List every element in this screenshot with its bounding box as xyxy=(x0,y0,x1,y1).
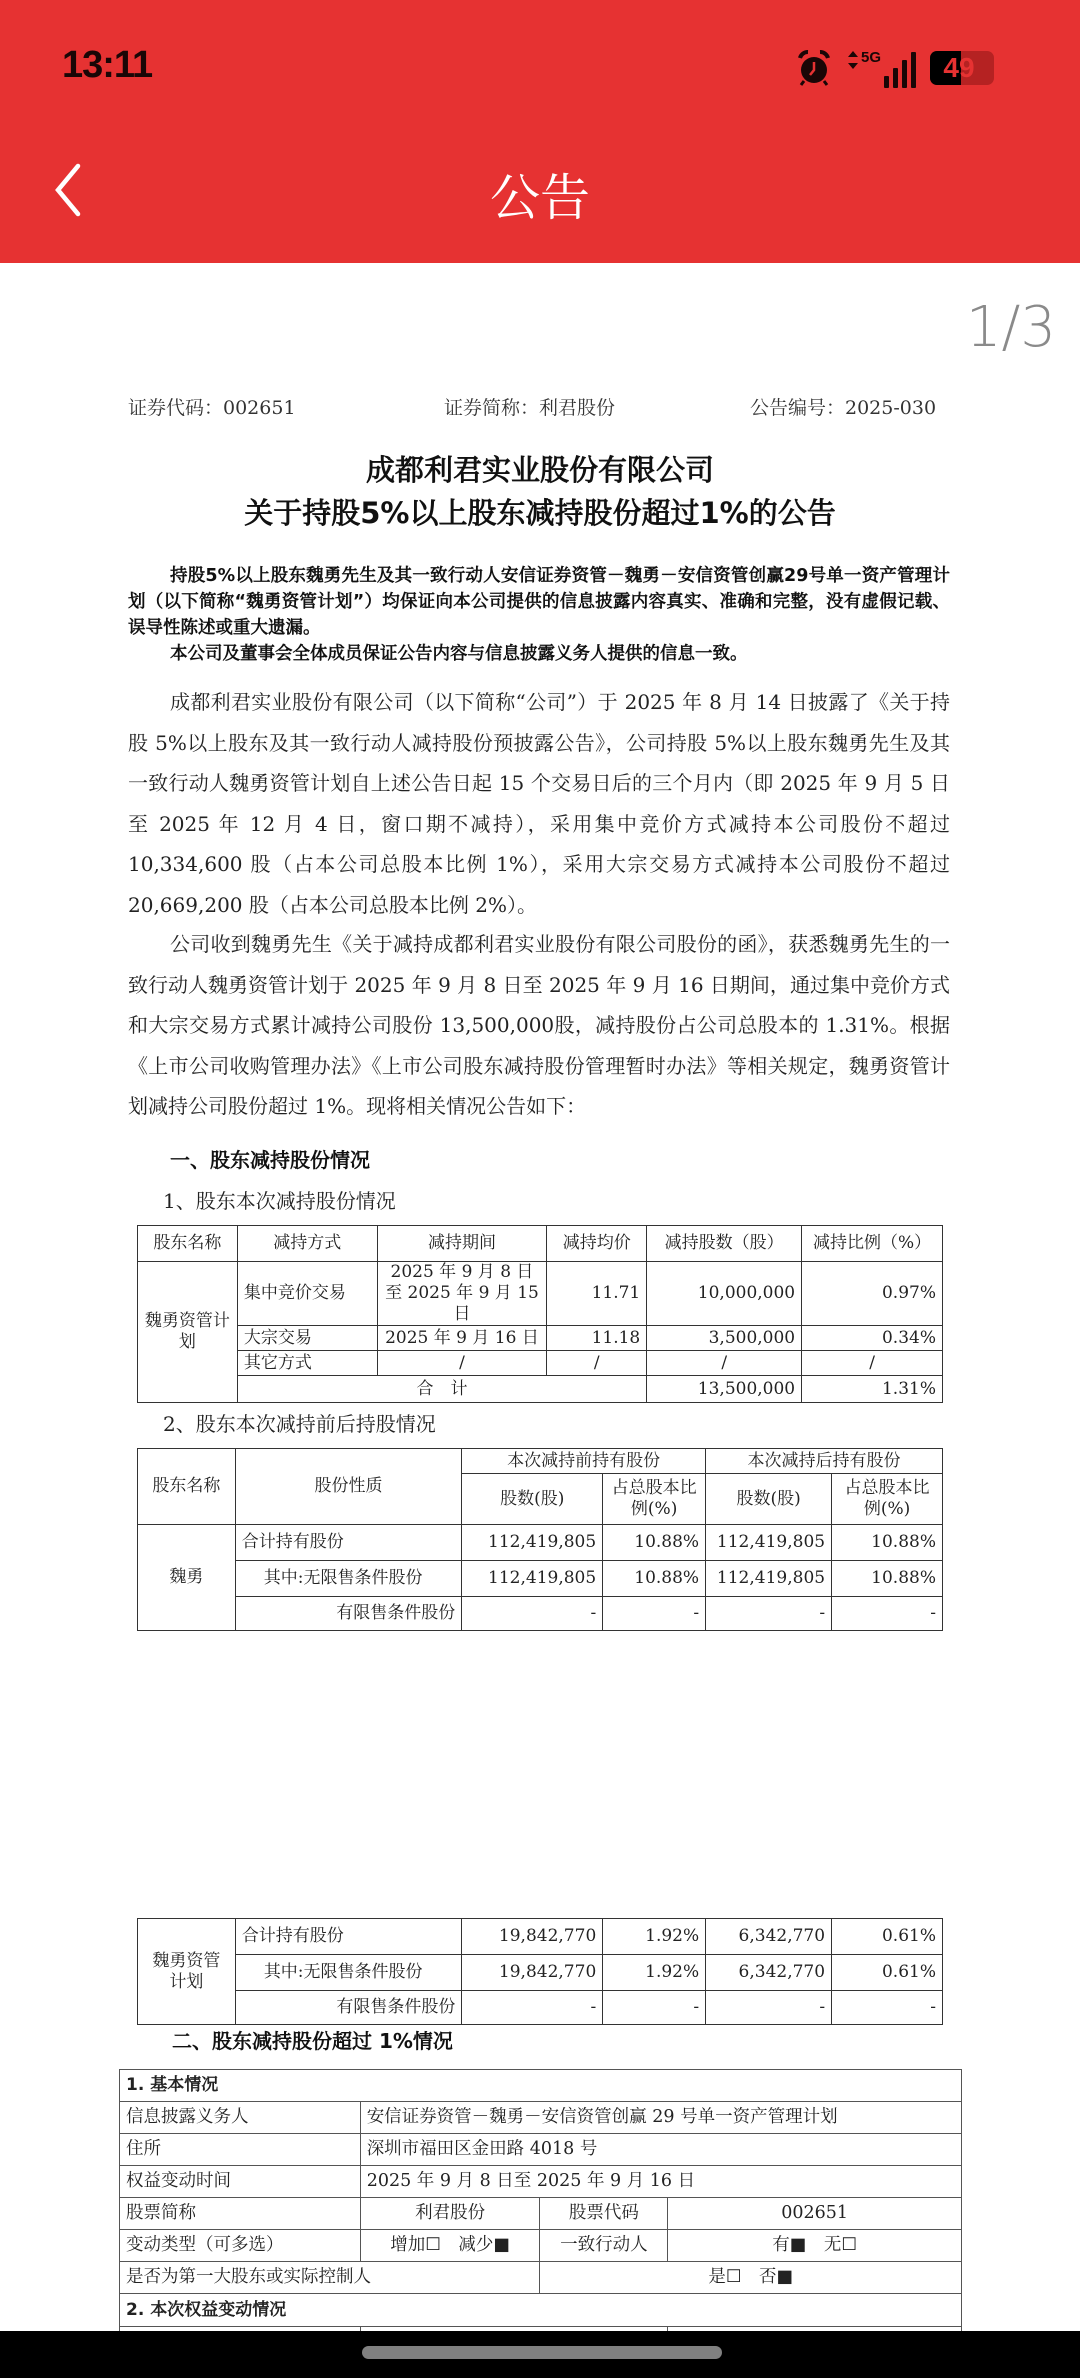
nature-cell: 有限售条件股份 xyxy=(235,1597,461,1631)
equity-change-table xyxy=(119,2069,962,2347)
security-code: 证券代码：002651 xyxy=(128,397,296,419)
paragraph-1: 成都利君实业股份有限公司（以下简称“公司”）于 2025 年 8 月 14 日披露了《关于持股 5%以上股东及其一致行动人减持股份预披露公告》，公司持股 5%以上股东魏勇先生及其一致行动人魏勇资管计划自上述公告日起 15 个交易日后的三个月内（即 2025 年 9 月 5 日至 2025 年 12 月 4 日，窗口期不减持），采用集中竞价方式减持本公司股份不超过 10,334,600 股（占本公司总股本比例 1%），采用大宗交易方式减持本公司股份不超过 20,669,200 股（占本公司总股本比例 2%）。 xyxy=(128,690,950,917)
battery-icon xyxy=(930,51,994,85)
ratio-cell: 0.61% xyxy=(832,1919,943,1955)
table-row xyxy=(138,1561,943,1597)
col-header: 减持期间 xyxy=(377,1226,547,1262)
col-header: 占总股本比例(%) xyxy=(832,1474,943,1525)
holder-cell: 魏勇资管计划 xyxy=(138,1919,236,2025)
shares-cell: 19,842,770 xyxy=(462,1955,603,1991)
col-header: 占总股本比例(%) xyxy=(603,1474,706,1525)
field-label: 股票简称 xyxy=(120,2198,361,2230)
field-label: 一致行动人 xyxy=(540,2230,668,2262)
field-label: 住所 xyxy=(120,2134,361,2166)
total-ratio: 1.31% xyxy=(802,1376,943,1403)
ratio-cell: 10.88% xyxy=(832,1525,943,1561)
field-value: 002651 xyxy=(668,2198,962,2230)
table-row xyxy=(138,1525,943,1561)
ratio-cell: - xyxy=(603,1991,706,2025)
price-cell: 11.71 xyxy=(547,1262,647,1326)
table-row xyxy=(120,2230,962,2262)
col-header: 本次减持前持有股份 xyxy=(462,1449,706,1474)
shares-cell: - xyxy=(706,1991,832,2025)
total-shares: 13,500,000 xyxy=(647,1376,802,1403)
table-row xyxy=(138,1262,943,1326)
col-header: 股东名称 xyxy=(138,1226,238,1262)
section-heading-1: 一、股东减持股份情况 xyxy=(170,1148,370,1172)
system-nav-bar xyxy=(0,2331,1080,2378)
announcement-number: 公告编号：2025-030 xyxy=(750,397,937,419)
method-cell: 其它方式 xyxy=(237,1351,377,1376)
network-type: 5G xyxy=(860,49,881,66)
col-header: 股数(股) xyxy=(706,1474,832,1525)
home-indicator[interactable] xyxy=(362,2346,722,2359)
col-header: 减持比例（%） xyxy=(802,1226,943,1262)
shares-cell: 112,419,805 xyxy=(462,1525,603,1561)
col-header: 股数(股) xyxy=(462,1474,603,1525)
shares-cell: 6,342,770 xyxy=(706,1955,832,1991)
col-header: 减持均价 xyxy=(547,1226,647,1262)
ratio-cell: 0.61% xyxy=(832,1955,943,1991)
network-indicator xyxy=(848,48,916,88)
field-value: 安信证券资管－魏勇－安信资管创赢 29 号单一资产管理计划 xyxy=(360,2102,961,2134)
change-type-checkboxes: 增加☐ 减少■ xyxy=(360,2230,540,2262)
shares-cell: 112,419,805 xyxy=(706,1525,832,1561)
col-header: 股份性质 xyxy=(235,1449,461,1525)
table-row xyxy=(120,2198,962,2230)
largest-holder-checkboxes: 是☐ 否■ xyxy=(540,2262,962,2294)
nature-cell: 其中:无限售条件股份 xyxy=(235,1561,461,1597)
battery-percent: 49 xyxy=(943,52,975,83)
shares-cell: 112,419,805 xyxy=(462,1561,603,1597)
back-button[interactable] xyxy=(50,160,100,220)
nature-cell: 合计持有股份 xyxy=(235,1525,461,1561)
col-header: 减持方式 xyxy=(237,1226,377,1262)
ratio-cell: 10.88% xyxy=(832,1561,943,1597)
app-header xyxy=(0,0,1080,263)
shares-cell: 6,342,770 xyxy=(706,1919,832,1955)
period-cell: / xyxy=(377,1351,547,1376)
table-row xyxy=(138,1991,943,2025)
nature-cell: 有限售条件股份 xyxy=(235,1991,462,2025)
table-row xyxy=(138,1351,943,1376)
page-indicator: 1/3 xyxy=(965,295,1056,360)
holdings-table-continued xyxy=(137,1918,943,2025)
security-short-name: 证券简称：利君股份 xyxy=(444,397,616,419)
shares-cell: - xyxy=(462,1597,603,1631)
section-heading-2: 二、股东减持股份超过 1%情况 xyxy=(172,2029,453,2053)
field-label: 是否为第一大股东或实际控制人 xyxy=(120,2262,540,2294)
field-value: 深圳市福田区金田路 4018 号 xyxy=(360,2134,961,2166)
field-label: 信息披露义务人 xyxy=(120,2102,361,2134)
total-row xyxy=(138,1376,943,1403)
holder-cell: 魏勇 xyxy=(138,1525,236,1631)
board-statement: 本公司及董事会全体成员保证公告内容与信息披露义务人提供的信息一致。 xyxy=(170,644,748,664)
col-header: 本次减持后持有股份 xyxy=(706,1449,943,1474)
status-icons xyxy=(794,48,994,88)
ratio-cell: / xyxy=(802,1351,943,1376)
col-header: 股东名称 xyxy=(138,1449,236,1525)
shares-cell: 112,419,805 xyxy=(706,1561,832,1597)
ratio-cell: 10.88% xyxy=(603,1561,706,1597)
shares-cell: / xyxy=(647,1351,802,1376)
period-cell: 2025 年 9 月 16 日 xyxy=(377,1326,547,1351)
status-time: 13:11 xyxy=(62,44,153,86)
reduction-table xyxy=(137,1225,943,1403)
alarm-icon xyxy=(794,48,834,88)
holder-cell: 魏勇资管计划 xyxy=(138,1262,238,1403)
table-row xyxy=(120,2262,962,2294)
shares-cell: - xyxy=(462,1991,603,2025)
period-cell: 2025 年 9 月 8 日至 2025 年 9 月 15 日 xyxy=(377,1262,547,1326)
ratio-cell: 1.92% xyxy=(603,1919,706,1955)
doc-title-company: 成都利君实业股份有限公司 xyxy=(365,453,714,487)
col-header: 减持股数（股） xyxy=(647,1226,802,1262)
ratio-cell: 0.97% xyxy=(802,1262,943,1326)
ratio-cell: - xyxy=(832,1597,943,1631)
nature-cell: 其中:无限售条件股份 xyxy=(235,1955,462,1991)
shares-cell: 3,500,000 xyxy=(647,1326,802,1351)
holdings-table xyxy=(137,1448,943,1631)
table-row xyxy=(138,1919,943,1955)
price-cell: 11.18 xyxy=(547,1326,647,1351)
page-title: 公告 xyxy=(490,169,590,227)
table-row xyxy=(120,2166,962,2198)
concert-checkboxes: 有■ 无☐ xyxy=(668,2230,962,2262)
ratio-cell: 0.34% xyxy=(802,1326,943,1351)
field-value: 2025 年 9 月 8 日至 2025 年 9 月 16 日 xyxy=(360,2166,961,2198)
field-label: 变动类型（可多选） xyxy=(120,2230,361,2262)
table-row xyxy=(138,1955,943,1991)
field-value: 利君股份 xyxy=(360,2198,540,2230)
shares-cell: - xyxy=(706,1597,832,1631)
doc-title-subject: 关于持股5%以上股东减持股份超过1%的公告 xyxy=(244,496,836,530)
total-label: 合 计 xyxy=(237,1376,646,1403)
table-row xyxy=(138,1597,943,1631)
battery-cap xyxy=(989,61,994,75)
ratio-cell: - xyxy=(603,1597,706,1631)
field-label: 权益变动时间 xyxy=(120,2166,361,2198)
signal-icon xyxy=(884,52,916,88)
chevron-left-icon xyxy=(50,160,90,220)
table-row xyxy=(120,2134,962,2166)
table-row xyxy=(120,2102,962,2134)
method-cell: 集中竞价交易 xyxy=(237,1262,377,1326)
method-cell: 大宗交易 xyxy=(237,1326,377,1351)
equity-change-header: 2. 本次权益变动情况 xyxy=(120,2294,962,2327)
notice-statement: 持股5%以上股东魏勇先生及其一致行动人安信证券资管－魏勇－安信资管创赢29号单一资产管理计划（以下简称“魏勇资管计划”）均保证向本公司提供的信息披露内容真实、准确和完整，没有虚假记载、误导性陈述或重大遗漏。 xyxy=(128,566,950,638)
basic-info-header: 1. 基本情况 xyxy=(120,2070,962,2102)
subsection-heading-2: 2、股东本次减持前后持股情况 xyxy=(163,1412,436,1436)
table-row xyxy=(138,1326,943,1351)
shares-cell: 10,000,000 xyxy=(647,1262,802,1326)
price-cell: / xyxy=(547,1351,647,1376)
nature-cell: 合计持有股份 xyxy=(235,1919,462,1955)
paragraph-2: 公司收到魏勇先生《关于减持成都利君实业股份有限公司股份的函》，获悉魏勇先生的一致行动人魏勇资管计划于 2025 年 9 月 8 日至 2025 年 9 月 16 日期间，通过集中竞价方式和大宗交易方式累计减持公司股份 13,500,000股，减持股份占公司总股本的 1.31%。根据《上市公司收购管理办法》《上市公司股东减持股份管理暂时办法》等相关规定，魏勇资管计划减持公司股份超过 1%。现将相关情况公告如下： xyxy=(128,932,950,1118)
ratio-cell: - xyxy=(832,1991,943,2025)
shares-cell: 19,842,770 xyxy=(462,1919,603,1955)
ratio-cell: 10.88% xyxy=(603,1525,706,1561)
ratio-cell: 1.92% xyxy=(603,1955,706,1991)
subsection-heading-1: 1、股东本次减持股份情况 xyxy=(163,1189,396,1213)
field-label: 股票代码 xyxy=(540,2198,668,2230)
data-arrows-icon xyxy=(848,51,858,69)
